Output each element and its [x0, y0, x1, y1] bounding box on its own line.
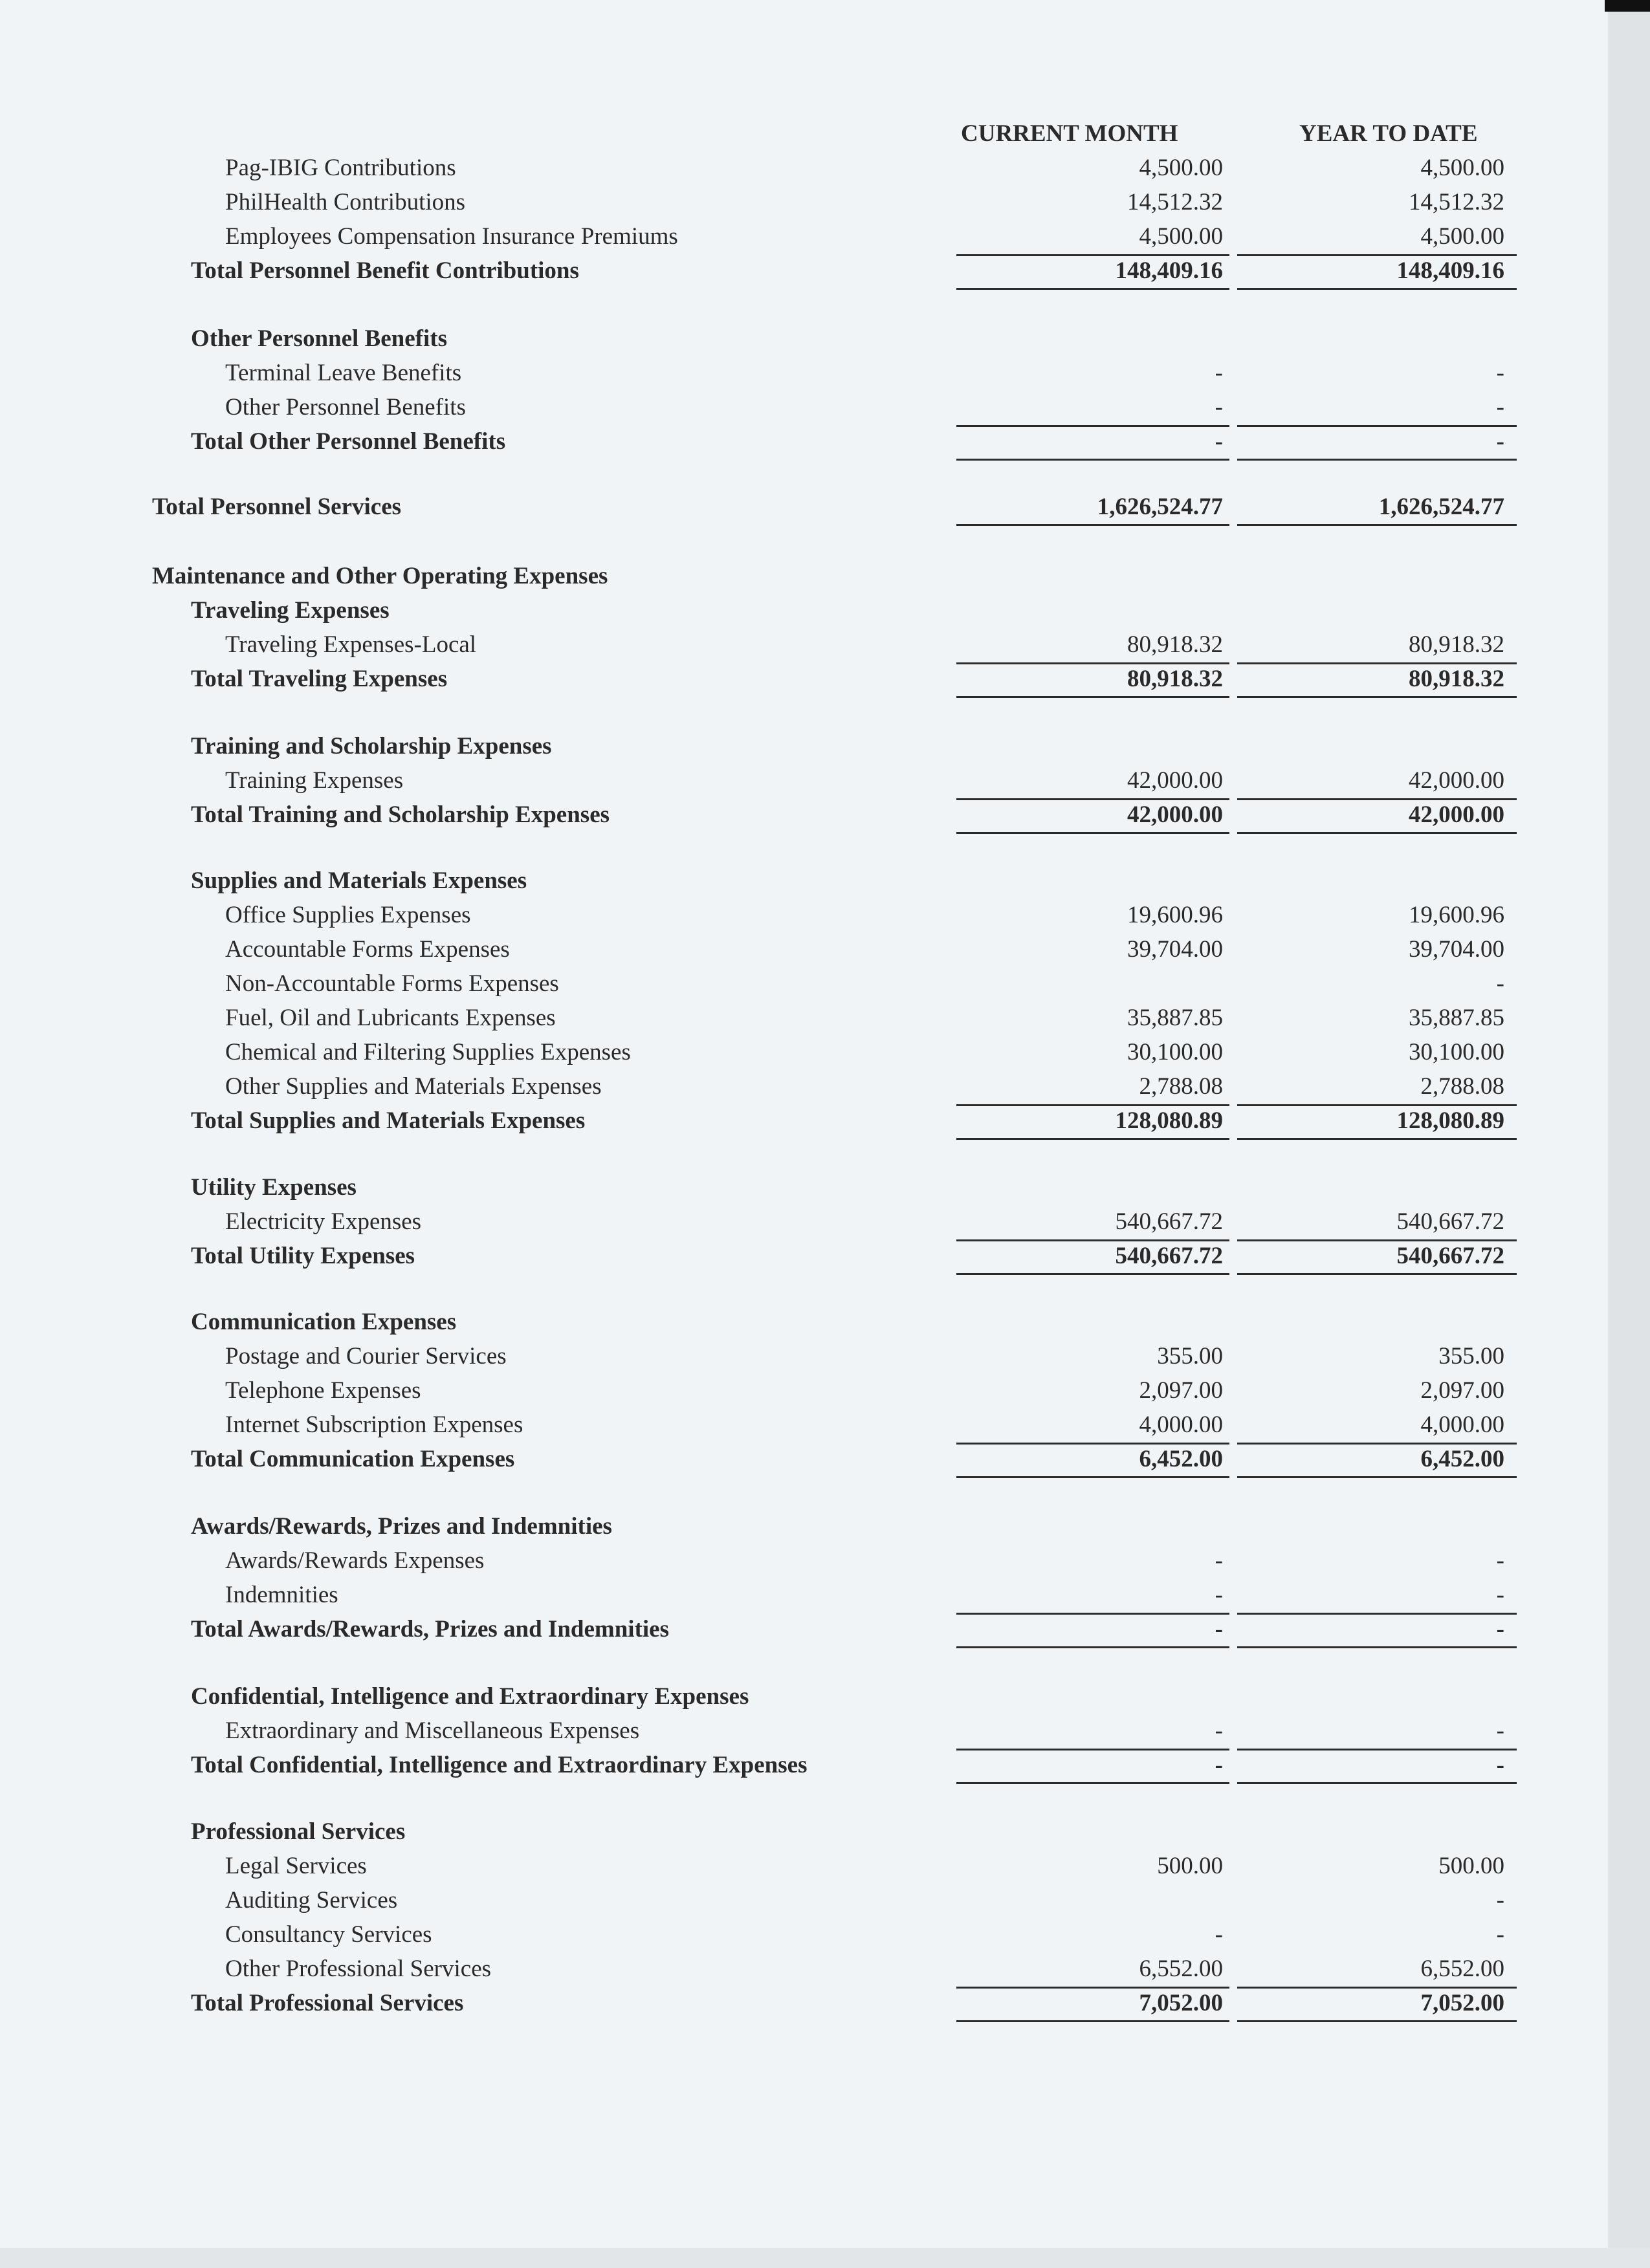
year-to-date-value: 4,500.00 — [1420, 223, 1504, 250]
total-rule-below — [1237, 1476, 1517, 1478]
line-item-row — [0, 356, 1608, 390]
year-to-date-value: - — [1496, 428, 1504, 455]
total-rule-above — [956, 1749, 1229, 1750]
line-item-row — [0, 1001, 1608, 1035]
year-to-date-value: 355.00 — [1438, 1343, 1504, 1369]
year-to-date-value: 19,600.96 — [1409, 902, 1504, 928]
year-to-date-value: 4,500.00 — [1420, 155, 1504, 181]
row-label: Total Personnel Services — [152, 494, 402, 520]
line-item-row — [0, 932, 1608, 966]
total-rule-above — [1237, 1749, 1517, 1750]
row-label: Chemical and Filtering Supplies Expenses — [225, 1039, 631, 1065]
row-label: Office Supplies Expenses — [225, 902, 471, 928]
year-to-date-value: 500.00 — [1438, 1853, 1504, 1879]
total-rule-above — [956, 254, 1229, 256]
year-to-date-value: 80,918.32 — [1409, 631, 1504, 658]
total-rule-above — [1237, 662, 1517, 664]
year-to-date-value: - — [1496, 1717, 1504, 1744]
year-to-date-value: 6,552.00 — [1420, 1956, 1504, 1982]
total-rule-below — [1237, 1782, 1517, 1784]
total-row — [0, 254, 1608, 288]
row-label: Supplies and Materials Expenses — [191, 867, 527, 894]
scan-edge-corner — [1605, 0, 1650, 12]
total-rule-above — [956, 798, 1229, 800]
total-row — [0, 1748, 1608, 1782]
year-to-date-value: 80,918.32 — [1409, 666, 1504, 692]
row-label: Auditing Services — [225, 1887, 398, 1914]
current-month-value: - — [1215, 1752, 1223, 1778]
row-label: Utility Expenses — [191, 1174, 357, 1201]
row-label: Awards/Rewards Expenses — [225, 1547, 485, 1574]
row-label: PhilHealth Contributions — [225, 189, 466, 215]
total-rule-above — [956, 1239, 1229, 1241]
line-item-row — [0, 1373, 1608, 1408]
total-rule-above — [1237, 798, 1517, 800]
total-rule-above — [1237, 254, 1517, 256]
year-to-date-value: 1,626,524.77 — [1378, 494, 1504, 520]
current-month-value: 540,667.72 — [1115, 1208, 1223, 1235]
row-label: Consultancy Services — [225, 1921, 432, 1948]
total-rule-below — [956, 1476, 1229, 1478]
current-month-value: 80,918.32 — [1127, 631, 1223, 658]
total-rule-below — [1237, 288, 1517, 290]
year-to-date-value: 540,667.72 — [1396, 1243, 1504, 1269]
current-month-value: 355.00 — [1157, 1343, 1223, 1369]
line-item-row — [0, 898, 1608, 932]
row-label: Fuel, Oil and Lubricants Expenses — [225, 1005, 556, 1031]
scan-edge-right — [1608, 0, 1650, 2268]
row-label: Total Personnel Benefit Contributions — [191, 257, 579, 284]
line-item-row — [0, 1339, 1608, 1373]
year-to-date-value: - — [1496, 1616, 1504, 1642]
line-item-row — [0, 1578, 1608, 1612]
total-rule-below — [1237, 2020, 1517, 2022]
line-item-row — [0, 185, 1608, 219]
year-to-date-value: 2,097.00 — [1420, 1377, 1504, 1404]
year-to-date-value: - — [1496, 1582, 1504, 1608]
line-item-row — [0, 1205, 1608, 1239]
current-month-value: 7,052.00 — [1139, 1990, 1223, 2016]
line-item-row — [0, 1883, 1608, 1917]
year-to-date-value: 148,409.16 — [1396, 257, 1504, 284]
total-rule-above — [1237, 1443, 1517, 1445]
total-rule-below — [956, 459, 1229, 461]
current-month-value: 4,500.00 — [1139, 223, 1223, 250]
row-label: Total Other Personnel Benefits — [191, 428, 506, 455]
year-to-date-value: 30,100.00 — [1409, 1039, 1504, 1065]
year-to-date-value: - — [1496, 1547, 1504, 1574]
column-header-year-to-date: YEAR TO DATE — [1299, 120, 1478, 147]
line-item-row — [0, 1849, 1608, 1883]
total-rule-below — [1237, 696, 1517, 698]
total-rule-above — [1237, 1613, 1517, 1615]
row-label: Extraordinary and Miscellaneous Expenses — [225, 1717, 640, 1744]
grand-total-rule — [956, 524, 1229, 526]
row-label: Confidential, Intelligence and Extraordinary Expenses — [191, 1683, 749, 1710]
current-month-value: 42,000.00 — [1127, 801, 1223, 828]
current-month-value: 2,788.08 — [1139, 1073, 1223, 1100]
row-label: Total Communication Expenses — [191, 1446, 515, 1472]
row-label: Maintenance and Other Operating Expenses — [152, 563, 608, 589]
total-rule-above — [1237, 1239, 1517, 1241]
row-label: Postage and Courier Services — [225, 1343, 507, 1369]
row-label: Non-Accountable Forms Expenses — [225, 970, 559, 997]
total-rule-below — [1237, 1138, 1517, 1140]
total-rule-below — [1237, 1273, 1517, 1275]
current-month-value: 6,452.00 — [1139, 1446, 1223, 1472]
row-label: Other Personnel Benefits — [225, 394, 466, 420]
row-label: Traveling Expenses-Local — [225, 631, 477, 658]
total-rule-above — [956, 1104, 1229, 1106]
column-header-current-month: CURRENT MONTH — [961, 120, 1178, 147]
total-rule-above — [956, 1613, 1229, 1615]
section-heading-row — [0, 1815, 1608, 1849]
row-label: Other Personnel Benefits — [191, 325, 447, 352]
row-label: Pag-IBIG Contributions — [225, 155, 456, 181]
row-label: Total Utility Expenses — [191, 1243, 415, 1269]
current-month-value: - — [1215, 394, 1223, 420]
row-label: Other Professional Services — [225, 1956, 492, 1982]
section-heading-row — [0, 1170, 1608, 1205]
current-month-value: 42,000.00 — [1127, 767, 1223, 794]
current-month-value: 30,100.00 — [1127, 1039, 1223, 1065]
year-to-date-value: 39,704.00 — [1409, 936, 1504, 963]
total-row — [0, 1986, 1608, 2020]
line-item-row — [0, 1543, 1608, 1578]
row-label: Total Professional Services — [191, 1990, 464, 2016]
row-label: Total Awards/Rewards, Prizes and Indemnities — [191, 1616, 670, 1642]
current-month-value: 128,080.89 — [1115, 1107, 1223, 1134]
year-to-date-value: 42,000.00 — [1409, 767, 1504, 794]
total-row — [0, 1239, 1608, 1273]
year-to-date-value: - — [1496, 1921, 1504, 1948]
line-item-row — [0, 1069, 1608, 1104]
current-month-value: 148,409.16 — [1115, 257, 1223, 284]
line-item-row — [0, 219, 1608, 254]
year-to-date-value: 7,052.00 — [1420, 1990, 1504, 2016]
current-month-value: 1,626,524.77 — [1097, 494, 1223, 520]
section-heading-row — [0, 559, 1608, 593]
section-heading-row — [0, 1679, 1608, 1714]
current-month-value: 6,552.00 — [1139, 1956, 1223, 1982]
row-label: Telephone Expenses — [225, 1377, 421, 1404]
total-rule-below — [956, 288, 1229, 290]
total-rule-below — [956, 696, 1229, 698]
total-rule-above — [956, 662, 1229, 664]
row-label: Indemnities — [225, 1582, 338, 1608]
total-rule-below — [1237, 459, 1517, 461]
total-row — [0, 662, 1608, 696]
current-month-value: 540,667.72 — [1115, 1243, 1223, 1269]
row-label: Electricity Expenses — [225, 1208, 422, 1235]
total-rule-below — [956, 1646, 1229, 1648]
grand-total-rule — [1237, 524, 1517, 526]
total-rule-below — [1237, 1646, 1517, 1648]
total-row — [0, 1104, 1608, 1138]
section-heading-row — [0, 593, 1608, 627]
current-month-value: 2,097.00 — [1139, 1377, 1223, 1404]
total-row — [0, 424, 1608, 459]
current-month-value: - — [1215, 428, 1223, 455]
current-month-value: 4,000.00 — [1139, 1412, 1223, 1438]
section-heading-row — [0, 1305, 1608, 1339]
year-to-date-value: 42,000.00 — [1409, 801, 1504, 828]
current-month-value: 35,887.85 — [1127, 1005, 1223, 1031]
total-rule-above — [956, 425, 1229, 427]
row-label: Accountable Forms Expenses — [225, 936, 510, 963]
total-rule-below — [956, 2020, 1229, 2022]
line-item-row — [0, 1035, 1608, 1069]
year-to-date-value: 2,788.08 — [1420, 1073, 1504, 1100]
year-to-date-value: 35,887.85 — [1409, 1005, 1504, 1031]
line-item-row — [0, 966, 1608, 1001]
row-label: Total Supplies and Materials Expenses — [191, 1107, 586, 1134]
section-heading-row — [0, 322, 1608, 356]
line-item-row — [0, 151, 1608, 185]
row-label: Total Training and Scholarship Expenses — [191, 801, 610, 828]
line-item-row — [0, 1952, 1608, 1986]
line-item-row — [0, 1917, 1608, 1952]
current-month-value: 14,512.32 — [1127, 189, 1223, 215]
line-item-row — [0, 1714, 1608, 1748]
line-item-row — [0, 1408, 1608, 1442]
year-to-date-value: - — [1496, 394, 1504, 420]
row-label: Training Expenses — [225, 767, 404, 794]
row-label: Other Supplies and Materials Expenses — [225, 1073, 602, 1100]
row-label: Professional Services — [191, 1818, 406, 1845]
row-label: Total Confidential, Intelligence and Extraordinary Expenses — [191, 1752, 808, 1778]
total-rule-above — [956, 1443, 1229, 1445]
line-item-row — [0, 627, 1608, 662]
row-label: Awards/Rewards, Prizes and Indemnities — [191, 1513, 612, 1540]
current-month-value: 39,704.00 — [1127, 936, 1223, 963]
row-label: Terminal Leave Benefits — [225, 360, 462, 386]
current-month-value: 19,600.96 — [1127, 902, 1223, 928]
current-month-value: 500.00 — [1157, 1853, 1223, 1879]
row-label: Employees Compensation Insurance Premiums — [225, 223, 678, 250]
total-rule-above — [1237, 1987, 1517, 1989]
row-label: Traveling Expenses — [191, 597, 390, 624]
row-label: Communication Expenses — [191, 1309, 457, 1335]
total-row — [0, 1612, 1608, 1646]
total-rule-below — [956, 832, 1229, 834]
total-rule-above — [956, 1987, 1229, 1989]
year-to-date-value: - — [1496, 970, 1504, 997]
row-label: Training and Scholarship Expenses — [191, 733, 552, 759]
section-heading-row — [0, 1509, 1608, 1543]
year-to-date-value: - — [1496, 1752, 1504, 1778]
year-to-date-value: - — [1496, 360, 1504, 386]
total-row — [0, 798, 1608, 832]
total-rule-above — [1237, 1104, 1517, 1106]
current-month-value: - — [1215, 1547, 1223, 1574]
year-to-date-value: 540,667.72 — [1396, 1208, 1504, 1235]
total-rule-below — [956, 1273, 1229, 1275]
total-row — [0, 490, 1608, 524]
year-to-date-value: 6,452.00 — [1420, 1446, 1504, 1472]
section-heading-row — [0, 729, 1608, 763]
current-month-value: - — [1215, 1616, 1223, 1642]
year-to-date-value: 4,000.00 — [1420, 1412, 1504, 1438]
scan-edge-bottom — [0, 2248, 1650, 2268]
total-rule-below — [956, 1782, 1229, 1784]
row-label: Legal Services — [225, 1853, 367, 1879]
current-month-value: - — [1215, 1717, 1223, 1744]
section-heading-row — [0, 864, 1608, 898]
current-month-value: - — [1215, 1921, 1223, 1948]
total-rule-below — [1237, 832, 1517, 834]
current-month-value: 80,918.32 — [1127, 666, 1223, 692]
year-to-date-value: 14,512.32 — [1409, 189, 1504, 215]
row-label: Total Traveling Expenses — [191, 666, 448, 692]
total-rule-above — [1237, 425, 1517, 427]
year-to-date-value: 128,080.89 — [1396, 1107, 1504, 1134]
current-month-value: 4,500.00 — [1139, 155, 1223, 181]
line-item-row — [0, 390, 1608, 424]
total-row — [0, 1442, 1608, 1476]
line-item-row — [0, 763, 1608, 798]
year-to-date-value: - — [1496, 1887, 1504, 1914]
row-label: Internet Subscription Expenses — [225, 1412, 523, 1438]
current-month-value: - — [1215, 360, 1223, 386]
current-month-value: - — [1215, 1582, 1223, 1608]
total-rule-below — [956, 1138, 1229, 1140]
